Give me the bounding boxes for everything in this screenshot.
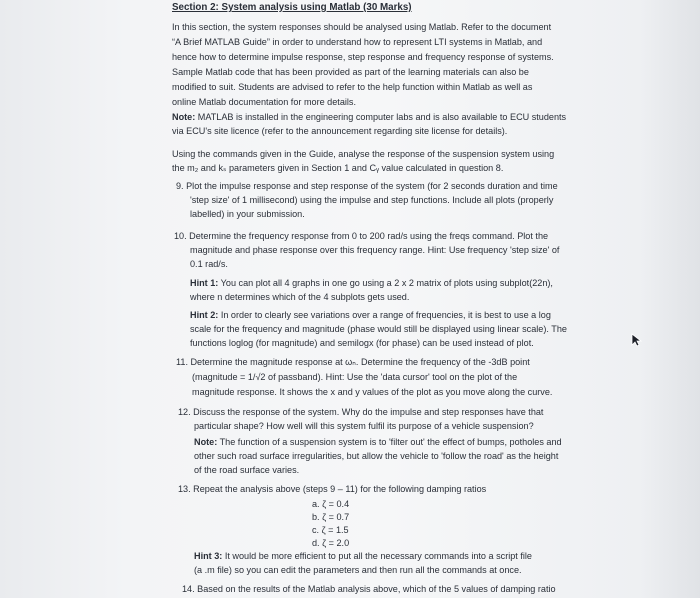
hint-3-label: Hint 3: (194, 551, 223, 561)
question-11-line: 11. Determine the magnitude response at ωₙ. Determine the frequency of the -3dB point (176, 357, 530, 367)
hint-3-text: It would be more efficient to put all the necessary commands into a script file (222, 551, 532, 561)
using-line: the m₂ and kₛ parameters given in Section 1 and Cᵧ value calculated in question 8. (172, 163, 504, 173)
using-line: Using the commands given in the Guide, analyse the response of the suspension system using (172, 149, 555, 159)
hint-1-line (190, 278, 553, 289)
note-line (172, 112, 566, 123)
intro-line: modified to suit. Students are advised to refer to the help function within Matlab as well as (172, 82, 533, 92)
question-10-line: magnitude and phase response over this frequency range. Hint: Use frequency 'step size' of (190, 245, 560, 255)
hint-1-label: Hint 1: (190, 278, 219, 288)
hint-2-line: scale for the frequency and magnitude (phase would still be displayed using linear scale). The (190, 324, 567, 334)
note-2-text: The function of a suspension system is to 'filter out' the effect of bumps, potholes and (217, 437, 562, 447)
question-9-line: 9. Plot the impulse response and step response of the system (for 2 seconds duration and time (176, 181, 558, 191)
question-14-line: 14. Based on the results of the Matlab analysis above, which of the 5 values of damping ratio (182, 584, 556, 594)
question-10-line: 0.1 rad/s. (190, 259, 228, 269)
question-10-line: 10. Determine the frequency response from 0 to 200 rad/s using the freqs command. Plot the (174, 231, 549, 241)
hint-2-line: functions loglog (for magnitude) and semilogx (for phase) can be used instead of plot. (190, 338, 534, 348)
hint-3-line: (a .m file) so you can edit the parameters and then run all the commands at once. (194, 565, 522, 575)
hint-2-line (190, 310, 551, 321)
question-12-line: particular shape? How well will this system fulfil its purpose of a vehicle suspension? (194, 421, 534, 431)
hint-2-text: In order to clearly see variations over a range of frequencies, it is best to use a log (218, 310, 551, 320)
question-9-line: labelled) in your submission. (190, 209, 305, 219)
damping-ratio-item: c. ζ = 1.5 (312, 525, 349, 535)
note-2-label: Note: (194, 437, 218, 447)
hint-1-line: where n determines which of the 4 subplots gets used. (190, 292, 410, 302)
note-2-line: other such road surface irregularities, but allow the vehicle to 'follow the road' as the height (194, 451, 559, 461)
intro-line: online Matlab documentation for more details. (172, 97, 356, 107)
page-shadow (640, 0, 700, 598)
note-line: via ECU's site licence (refer to the announcement regarding site license for details). (172, 126, 508, 136)
question-9-line: 'step size' of 1 millisecond) using the impulse and step functions. Include all plots (properly (190, 195, 554, 205)
question-13-line: 13. Repeat the analysis above (steps 9 – 11) for the following damping ratios (178, 484, 487, 494)
mouse-cursor-icon (630, 333, 644, 347)
hint-3-line (194, 551, 532, 562)
question-12-line: 12. Discuss the response of the system. Why do the impulse and step responses have that (178, 407, 544, 417)
note-label: Note: (172, 112, 196, 122)
damping-ratio-item: b. ζ = 0.7 (312, 512, 350, 522)
damping-ratio-item: a. ζ = 0.4 (312, 499, 350, 509)
intro-line: hence how to determine impulse response, step response and frequency response of systems. (172, 52, 554, 62)
question-11-line: magnitude response. It shows the x and y values of the plot as you move along the curve. (192, 387, 553, 397)
question-11-line: (magnitude = 1/√2 of passband). Hint: Use the 'data cursor' tool on the plot of the (192, 372, 518, 382)
intro-line: In this section, the system responses should be analysed using Matlab. Refer to the document (172, 22, 552, 32)
note-2-line (194, 437, 562, 448)
intro-line: “A Brief MATLAB Guide” in order to understand how to represent LTI systems in Matlab, and (172, 37, 543, 47)
note-text: MATLAB is installed in the engineering computer labs and is also available to ECU students (195, 112, 567, 122)
intro-line: Sample Matlab code that has been provided as part of the learning materials can also be (172, 67, 529, 77)
hint-2-label: Hint 2: (190, 310, 219, 320)
damping-ratio-item: d. ζ = 2.0 (312, 538, 350, 548)
section-heading: Section 2: System analysis using Matlab (30 Marks) (172, 2, 412, 13)
hint-1-text: You can plot all 4 graphs in one go using a 2 x 2 matrix of plots using subplot(22n), (218, 278, 553, 288)
note-2-line: of the road surface varies. (194, 465, 300, 475)
